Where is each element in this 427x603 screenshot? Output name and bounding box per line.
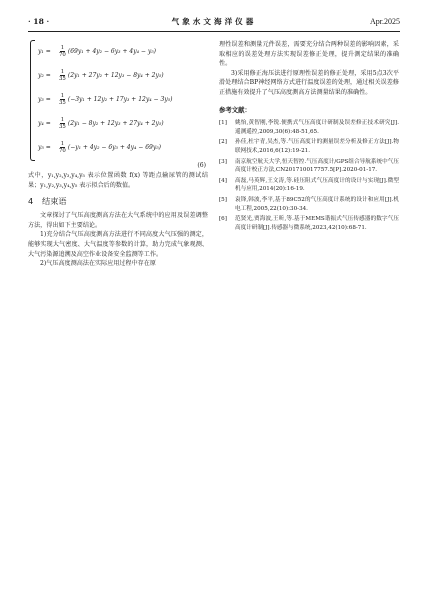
reference-number: [5] — [219, 196, 227, 203]
fraction-denominator: 70 — [59, 52, 66, 58]
equation-rhs: (−3y₁ + 12y₂ + 17y₃ + 12y₄ − 3y₅) — [67, 95, 173, 103]
paragraph: 文章探讨了气压高度测高方法在大气系统中的应用及误差调整方法，得出如下主要结论。 — [28, 212, 208, 229]
equation-rhs: (69y₁ + 4y₂ − 6y₃ + 4y₄ − y₅) — [67, 47, 156, 55]
reference-text: 袁锋,韩波,李平,基于89C52的气压高度计系统的设计和应用[J].机电工程,2005,22(10):30-34. — [235, 196, 399, 212]
fraction-denominator: 35 — [59, 124, 66, 130]
equation-system — [30, 40, 208, 169]
equation-fraction — [59, 141, 66, 154]
equation-rhs: (2y₁ + 27y₂ + 12y₃ − 8y₄ + 2y₅) — [67, 71, 164, 79]
reference-number: [2] — [219, 139, 227, 146]
paragraph: 理性误差和测量元件误差，需要充分结合两种误差的影响因素，采取相应的误差处理方法实现误差修正处理，提升测定结果的准确性。 — [219, 41, 399, 68]
reference-number: [4] — [219, 177, 227, 184]
reference-item — [219, 215, 399, 232]
fraction-numerator: 1 — [60, 45, 65, 51]
right-column — [219, 40, 399, 234]
left-column — [28, 40, 208, 269]
fraction-numerator: 1 — [60, 69, 65, 75]
fraction-denominator: 70 — [59, 148, 66, 154]
running-header — [28, 14, 400, 30]
equation-row — [38, 112, 164, 135]
header-rule — [28, 31, 400, 32]
reference-item — [219, 119, 399, 136]
equation-fraction — [59, 45, 66, 58]
fraction-numerator: 1 — [60, 141, 65, 147]
equation-fraction — [59, 69, 66, 82]
section-number: 4 — [28, 196, 34, 207]
equation-fraction — [59, 93, 66, 106]
section-title: 结束语 — [42, 196, 67, 207]
reference-item — [219, 177, 399, 194]
equation-brace — [30, 40, 35, 161]
equation-rhs: (2y₁ − 8y₂ + 12y₃ + 27y₄ + 2y₅) — [67, 119, 164, 127]
reference-text: 姚怡,黄智刚,李锐.便携式气压高度计研制及误差修正技术研究[J].遥测遥控,2009,30(6):48-51,65. — [235, 120, 399, 135]
paragraph: 1)充分结合气压高度测高方法进行不同高度大气压强的测定，能够实现大气密度、大气温度等参数的计算，助力完成气象观测、大气污染源追溯及高空作业设备安全监测等工作。 — [28, 231, 208, 258]
reference-number: [1] — [219, 120, 227, 127]
equation-lhs: y₄ = — [38, 119, 51, 127]
section-heading — [28, 194, 208, 208]
reference-item — [219, 138, 399, 155]
fraction-numerator: 1 — [60, 93, 65, 99]
equation-lhs: y₁ = — [38, 47, 51, 55]
equation-number: (6) — [197, 162, 206, 169]
page-number: · 18 · — [28, 17, 50, 26]
equation-explanation: 式中，y₁,y₂,y₃,y₄,y₅ 表示位置函数 f(x) 等距点输尿管的测试结果；y₁,y₂,y₃,y₄,y₅ 表示拟合后的数值。 — [28, 172, 208, 189]
equation-lhs: y₅ = — [38, 143, 51, 151]
references-heading: 参考文献： — [219, 105, 251, 114]
equation-row — [38, 40, 156, 63]
reference-number: [3] — [219, 158, 227, 165]
paragraph: 2)气压高度测高法在实际应用过程中存在原 — [40, 260, 156, 268]
paragraph: 3)采用修正海压法进行原理性误差的修正处理，采用5点3次平滑处理结合BP神经网络方式进行温度误差的处理，通过相关误差修正措施有效提升了气压高度测高方法测量结果的准确性。 — [219, 69, 399, 96]
equation-fraction — [59, 117, 66, 130]
fraction-denominator: 35 — [59, 76, 66, 82]
reference-item — [219, 158, 399, 175]
journal-name: 气象水文海洋仪器 — [171, 17, 257, 26]
equation-lhs: y₃ = — [38, 95, 51, 103]
equation-row — [38, 88, 172, 111]
fraction-numerator: 1 — [60, 117, 65, 123]
equation-row — [38, 64, 164, 87]
fraction-denominator: 35 — [59, 100, 66, 106]
reference-number: [6] — [219, 216, 227, 223]
equation-lhs: y₂ = — [38, 71, 51, 79]
reference-text: 范贤光,贾海波,王昕,等.基于MEMS谐振式气压传感器的数字气压高度计研制[J].传感器与微系统,2023,42(10):68-71. — [235, 216, 399, 231]
issue-date: Apr.2025 — [370, 17, 400, 26]
reference-text: 南京航空航天大学,恒天智控.气压高度计/GPS组合导航系统中气压高度计校正方法,CN201710017757.5[P].2020-01-17. — [235, 158, 399, 174]
reference-text: 高磊,马英辉,王文涛,等.硅压阻式气压高度计的设计与实现[J].微型机与应用,2014(20):16-19. — [235, 177, 399, 193]
reference-item — [219, 196, 399, 213]
reference-text: 孙佳,杜宇青,吴杰,等.气压高度计的测量误差分析及修正方法[J].物联网技术,2016,6(12):19-21. — [235, 139, 399, 154]
equation-rhs: (−y₁ + 4y₂ − 6y₃ + 4y₄ − 69y₅) — [67, 143, 161, 151]
equation-row — [38, 136, 161, 159]
